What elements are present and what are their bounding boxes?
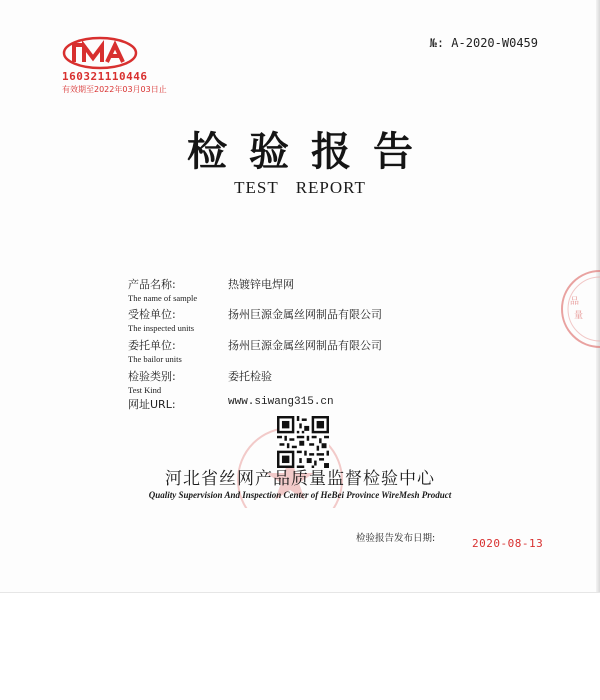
edge-seal-icon (556, 264, 600, 354)
issuer-name-english: Quality Supervision And Inspection Center of HeBei Province WireMesh Product (148, 490, 452, 500)
field-label-english: The bailor units (128, 354, 182, 364)
title-chinese: 检验报告 (187, 128, 435, 175)
svg-text:品: 品 (570, 297, 580, 307)
field-sample-name (128, 276, 294, 303)
qr-code-icon (277, 416, 329, 468)
field-url (128, 396, 334, 412)
report-number: №: A-2020-W0459 (429, 36, 538, 50)
title-english: TEST REPORT (234, 178, 366, 197)
field-bailor-unit (128, 337, 382, 364)
field-label: 委托单位: (128, 339, 176, 352)
issue-date-stamp: 2020-08-13 (472, 537, 544, 550)
cma-stamp (58, 36, 168, 96)
issue-date-label: 检验报告发布日期: (356, 533, 436, 544)
svg-text:量: 量 (574, 311, 584, 321)
field-value: 热镀锌电焊网 (228, 278, 294, 291)
field-inspected-unit (128, 306, 382, 333)
field-label: 受检单位: (128, 308, 176, 321)
website-link[interactable]: www.siwang315.cn (228, 396, 334, 408)
field-label: 检验类别: (128, 370, 176, 383)
field-label-english: Test Kind (128, 385, 162, 395)
field-value: 扬州巨源金属丝网制品有限公司 (228, 339, 382, 352)
field-label-english: The name of sample (128, 293, 198, 303)
cma-number: 160321110446 (62, 70, 148, 83)
cma-validity: 有效期至2022年03月03日止 (62, 85, 167, 94)
field-label: 网址URL: (128, 398, 176, 411)
field-label: 产品名称: (128, 278, 176, 291)
field-value: 扬州巨源金属丝网制品有限公司 (228, 308, 382, 321)
field-value: 委托检验 (228, 370, 272, 383)
cma-logo-icon (60, 36, 138, 70)
field-test-kind (128, 368, 272, 395)
field-label-english: The inspected units (128, 323, 195, 333)
issuer-name-chinese: 河北省丝网产品质量监督检验中心 (165, 469, 435, 489)
